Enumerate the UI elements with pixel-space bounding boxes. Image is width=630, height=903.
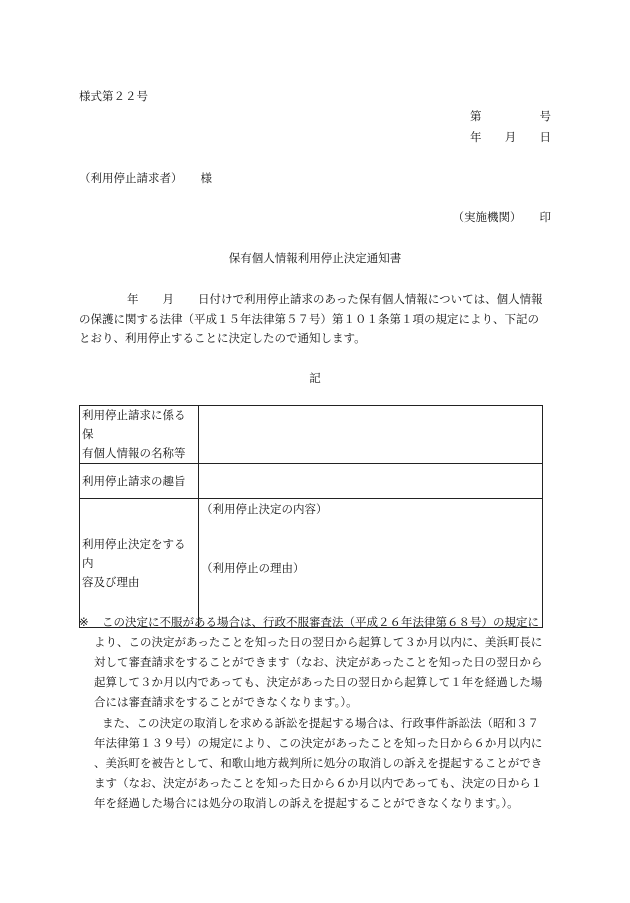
body-rest-line1: 日付けで利用停止請求のあった保有個人情報については、個人情報 [198,292,543,306]
body-month: 月 [162,292,174,306]
decision-reason-label: （利用停止の理由） [201,561,305,575]
note-mark: ※ [79,615,89,629]
sender [438,209,551,225]
row2-value [199,464,543,499]
date-day: 日 [539,130,551,144]
document-number [470,108,551,124]
form-number: 様式第２２号 [79,89,148,103]
ki-heading: 記 [309,371,321,385]
table-row [80,406,543,464]
decision-table [79,405,543,628]
note-lawsuit: また、この決定の取消しを求める訴訟を提起する場合は、行政事件訴訟法（昭和３７ 年法律第１３９号）の規定により、この決定があったことを知った日から６か月以内に 、美浜町を被告として、和歌山地方裁判所に処分の取消しの訴えを提起することができ ます（なお、決定があったことを知った日から６か月以内であっても、決定の日から１ 年を経過した場合には処分の取消しの訴えを提起することができなくなります。）。 [94,716,543,810]
decision-content-label: （利用停止決定の内容） [201,502,328,516]
note-appeal: ※ この決定に不服がある場合は、行政不服審査法（平成２６年法律第６８号）の規定に より、この決定があったことを知った日の翌日から起算して３か月以内に、美浜町長に 対して審査請求をすることができます（なお、決定があったことを知った日の翌日から 起算して３か月以内であっても、決定があった日の翌日から起算して１年を経過した場 合には審査請求をすることができなくなります。）。 [79,612,551,712]
date-month: 月 [504,130,517,144]
document-date [470,129,551,145]
row3-value [199,499,543,628]
recipient [79,170,212,186]
sender-seal: 印 [539,210,551,224]
table-row [80,499,543,628]
table-row [80,464,543,499]
body-line-3: とおり、利用停止することに決定したので通知します。 [79,331,366,345]
row2-label: 利用停止請求の趣旨 [80,464,199,499]
body-line-2: の保護に関する法律（平成１５年法律第５７号）第１０１条第１項の規定により、下記の [79,311,539,326]
document-title: 保有個人情報利用停止決定通知書 [228,251,402,265]
body-year: 年 [127,292,139,306]
number-suffix: 号 [539,109,551,123]
recipient-label: （利用停止請求者） [79,171,183,185]
row3-label: 利用停止決定をする内 容及び理由 [80,499,199,628]
number-prefix: 第 [470,109,482,123]
notes-section [79,612,551,813]
row1-value [199,406,543,464]
row1-label: 利用停止請求に係る保 有個人情報の名称等 [80,406,199,464]
body-paragraph [79,290,551,349]
recipient-honorific: 様 [200,171,212,185]
date-year: 年 [470,130,482,144]
body-line-1 [79,290,551,310]
sender-label: （実施機関） [452,210,522,224]
